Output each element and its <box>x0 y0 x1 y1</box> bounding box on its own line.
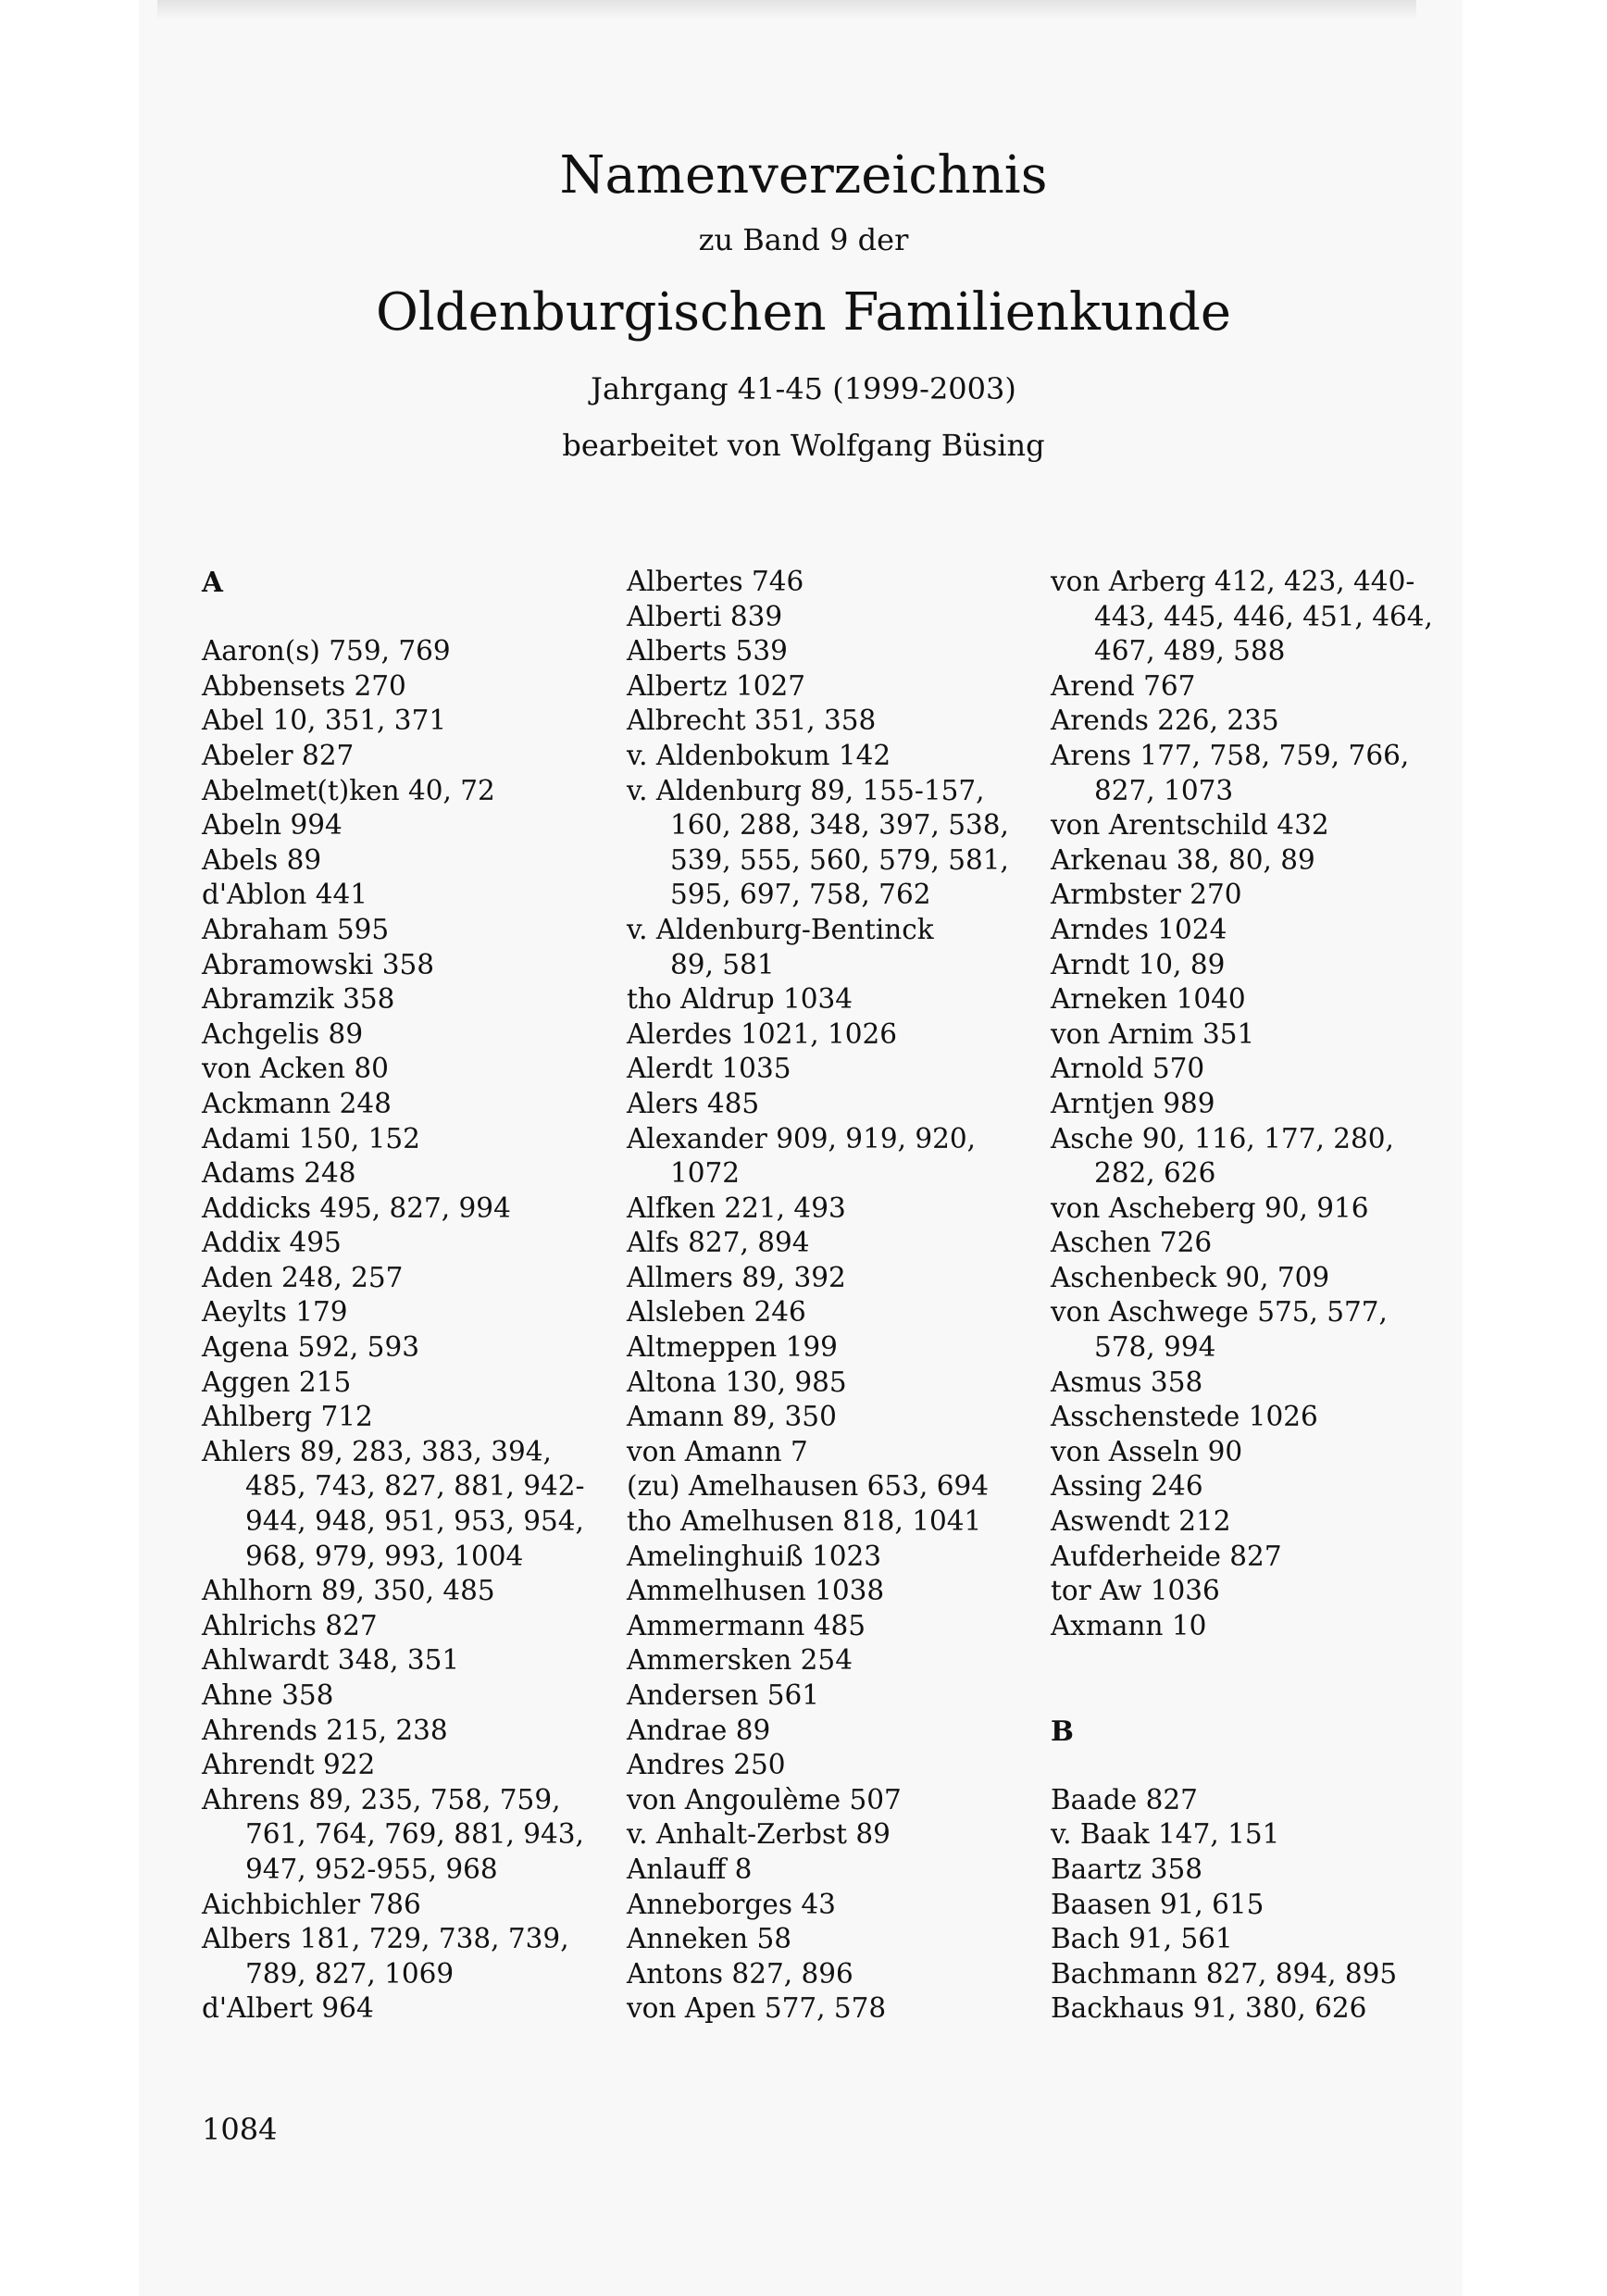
index-entry: v. Baak 147, 151 <box>1051 1818 1280 1851</box>
index-entry: Abel 10, 351, 371 <box>202 705 447 737</box>
index-entry: Aichbichler 786 <box>202 1888 421 1920</box>
index-entry: Albrecht 351, 358 <box>627 705 877 737</box>
index-entry: Aden 248, 257 <box>202 1261 404 1293</box>
section-letter: A <box>202 566 223 598</box>
index-entry: Antons 827, 896 <box>627 1957 853 1990</box>
index-entry: Arndes 1024 <box>1051 913 1227 945</box>
index-entry: von Arberg 412, 423, 440- <box>1051 566 1415 597</box>
index-entry: Axmann 10 <box>1051 1609 1207 1641</box>
index-entry: Backhaus 91, 380, 626 <box>1051 1992 1367 2025</box>
index-entry-continuation: 761, 764, 769, 881, 943, <box>245 1818 584 1851</box>
index-entry: Baade 827 <box>1051 1783 1198 1816</box>
index-entry: Aaron(s) 759, 769 <box>202 635 451 668</box>
index-entry: Alerdt 1035 <box>627 1053 791 1085</box>
index-entry: Anneborges 43 <box>627 1888 836 1920</box>
index-entry: Agena 592, 593 <box>202 1331 419 1364</box>
index-entry: von Angoulème 507 <box>627 1783 902 1816</box>
index-entry: von Acken 80 <box>202 1053 389 1085</box>
index-entry: Ahrendt 922 <box>202 1749 376 1781</box>
volume-range: Jahrgang 41-45 (1999-2003) <box>591 371 1016 406</box>
index-entry: Albertz 1027 <box>627 669 806 702</box>
index-column-3 <box>1051 565 1486 2027</box>
index-entry: tho Amelhusen 818, 1041 <box>627 1505 982 1538</box>
index-entry: Ahrens 89, 235, 758, 759, <box>202 1783 561 1816</box>
spacer <box>202 600 637 635</box>
index-entry-continuation: 89, 581 <box>670 948 775 980</box>
index-entry: Arndt 10, 89 <box>1051 948 1226 980</box>
index-entry: Addix 495 <box>202 1227 342 1259</box>
index-entry: (zu) Amelhausen 653, 694 <box>627 1470 990 1503</box>
index-column-1 <box>202 565 637 2027</box>
index-entry: Arneken 1040 <box>1051 983 1246 1016</box>
spacer <box>1051 1643 1486 1678</box>
index-entry: von Apen 577, 578 <box>627 1992 887 2025</box>
index-entry: Abels 89 <box>202 843 322 876</box>
index-subtitle: zu Band 9 der <box>698 222 909 257</box>
index-entry-continuation: 160, 288, 348, 397, 538, <box>670 809 1009 842</box>
index-entry-continuation: 1072 <box>670 1157 741 1190</box>
index-title: Namenverzeichnis <box>559 145 1048 206</box>
index-entry: Bach 91, 561 <box>1051 1923 1233 1955</box>
index-entry: Alberti 839 <box>627 600 783 632</box>
index-entry: Alfken 221, 493 <box>627 1192 846 1224</box>
index-entry: tho Aldrup 1034 <box>627 983 853 1016</box>
index-entry: Alers 485 <box>627 1087 760 1119</box>
index-entry: Arnold 570 <box>1051 1053 1205 1085</box>
index-entry: Ahlwardt 348, 351 <box>202 1644 460 1677</box>
index-entry: Altona 130, 985 <box>627 1366 847 1398</box>
index-entry: Aswendt 212 <box>1051 1505 1231 1538</box>
index-entry: Abraham 595 <box>202 913 390 945</box>
index-entry: Ammermann 485 <box>627 1609 866 1641</box>
index-entry: tor Aw 1036 <box>1051 1575 1220 1607</box>
index-entry: Alexander 909, 919, 920, <box>627 1122 977 1154</box>
index-entry: Arend 767 <box>1051 669 1196 702</box>
index-entry: Baartz 358 <box>1051 1853 1203 1885</box>
index-entry: Asmus 358 <box>1051 1366 1203 1398</box>
index-entry-continuation: 443, 445, 446, 451, 464, <box>1094 600 1433 632</box>
index-entry: Arntjen 989 <box>1051 1087 1215 1119</box>
index-entry: Abramzik 358 <box>202 983 395 1016</box>
index-entry: Albertes 746 <box>627 566 804 597</box>
index-entry-continuation: 968, 979, 993, 1004 <box>245 1540 524 1572</box>
index-entry: Ahlrichs 827 <box>202 1609 378 1641</box>
index-entry: d'Albert 964 <box>202 1992 374 2025</box>
index-entry: v. Aldenburg-Bentinck <box>627 913 934 945</box>
index-entry: Alsleben 246 <box>627 1296 806 1329</box>
index-entry-continuation: 282, 626 <box>1094 1157 1216 1190</box>
index-entry: von Aschwege 575, 577, <box>1051 1296 1388 1329</box>
index-entry-continuation: 827, 1073 <box>1094 774 1234 806</box>
index-entry: Ahne 358 <box>202 1679 334 1711</box>
index-entry-continuation: 789, 827, 1069 <box>245 1957 455 1990</box>
index-entry: Arkenau 38, 80, 89 <box>1051 843 1315 876</box>
index-entry: Asche 90, 116, 177, 280, <box>1051 1122 1394 1154</box>
index-entry-continuation: 595, 697, 758, 762 <box>670 879 931 911</box>
series-title: Oldenburgischen Familienkunde <box>375 282 1232 343</box>
page-number: 1084 <box>202 2112 278 2147</box>
index-entry: v. Aldenbokum 142 <box>627 739 891 771</box>
index-entry-continuation: 485, 743, 827, 881, 942- <box>245 1470 585 1503</box>
index-entry: Aeylts 179 <box>202 1296 348 1329</box>
index-entry: Albers 181, 729, 738, 739, <box>202 1923 569 1955</box>
index-entry-continuation: 944, 948, 951, 953, 954, <box>245 1505 584 1538</box>
index-entry: Armbster 270 <box>1051 879 1242 911</box>
index-entry: Altmeppen 199 <box>627 1331 838 1364</box>
section-letter: B <box>1051 1714 1074 1747</box>
index-entry-continuation: 578, 994 <box>1094 1331 1216 1364</box>
index-entry: Ahlhorn 89, 350, 485 <box>202 1575 495 1607</box>
index-entry: von Ascheberg 90, 916 <box>1051 1192 1369 1224</box>
index-entry: Andres 250 <box>627 1749 786 1781</box>
index-entry: Baasen 91, 615 <box>1051 1888 1264 1920</box>
index-entry: Asschenstede 1026 <box>1051 1401 1318 1433</box>
index-entry: Ammersken 254 <box>627 1644 853 1677</box>
index-entry: von Asseln 90 <box>1051 1435 1243 1467</box>
index-entry: Arends 226, 235 <box>1051 705 1279 737</box>
index-entry: von Arentschild 432 <box>1051 809 1329 842</box>
index-entry-continuation: 539, 555, 560, 579, 581, <box>670 843 1009 876</box>
index-entry: Ahlers 89, 283, 383, 394, <box>202 1435 552 1467</box>
spacer <box>1051 1678 1486 1714</box>
index-entry: Adams 248 <box>202 1157 356 1190</box>
index-entry: Bachmann 827, 894, 895 <box>1051 1957 1398 1990</box>
index-entry: Arens 177, 758, 759, 766, <box>1051 739 1410 771</box>
index-entry: Ahlberg 712 <box>202 1401 373 1433</box>
index-entry: Allmers 89, 392 <box>627 1261 846 1293</box>
index-entry: Alberts 539 <box>627 635 788 668</box>
scan-top-edge <box>157 0 1416 20</box>
index-entry: Aufderheide 827 <box>1051 1540 1282 1572</box>
index-entry: Ahrends 215, 238 <box>202 1714 448 1746</box>
index-entry: d'Ablon 441 <box>202 879 368 911</box>
editor-credit: bearbeitet von Wolfgang Büsing <box>562 428 1045 463</box>
index-entry: Anlauff 8 <box>627 1853 753 1885</box>
index-entry: Assing 246 <box>1051 1470 1203 1503</box>
index-entry: Adami 150, 152 <box>202 1122 420 1154</box>
index-entry: von Amann 7 <box>627 1435 808 1467</box>
index-entry: Aschen 726 <box>1051 1227 1213 1259</box>
index-entry: Abelmet(t)ken 40, 72 <box>202 774 495 806</box>
index-entry: Ackmann 248 <box>202 1087 392 1119</box>
index-entry: Addicks 495, 827, 994 <box>202 1192 511 1224</box>
index-entry: Anneken 58 <box>627 1923 792 1955</box>
index-entry: Amelinghuiß 1023 <box>627 1540 882 1572</box>
index-entry: Alfs 827, 894 <box>627 1227 810 1259</box>
index-entry: Andersen 561 <box>627 1679 820 1711</box>
index-entry: Alerdes 1021, 1026 <box>627 1017 898 1050</box>
index-entry: Andrae 89 <box>627 1714 771 1746</box>
index-entry: Amann 89, 350 <box>627 1401 837 1433</box>
index-entry-continuation: 467, 489, 588 <box>1094 635 1286 668</box>
index-entry: Aschenbeck 90, 709 <box>1051 1261 1330 1293</box>
index-entry: Abeler 827 <box>202 739 355 771</box>
index-entry: v. Aldenburg 89, 155-157, <box>627 774 985 806</box>
index-column-2 <box>627 565 1062 2027</box>
index-entry-continuation: 947, 952-955, 968 <box>245 1853 498 1885</box>
index-entry: von Arnim 351 <box>1051 1017 1255 1050</box>
index-entry: Abeln 994 <box>202 809 343 842</box>
index-entry: Aggen 215 <box>202 1366 352 1398</box>
index-entry: Achgelis 89 <box>202 1017 364 1050</box>
index-entry: Abramowski 358 <box>202 948 434 980</box>
index-entry: Ammelhusen 1038 <box>627 1575 885 1607</box>
index-entry: Abbensets 270 <box>202 669 406 702</box>
spacer <box>1051 1748 1486 1783</box>
index-entry: v. Anhalt-Zerbst 89 <box>627 1818 891 1851</box>
